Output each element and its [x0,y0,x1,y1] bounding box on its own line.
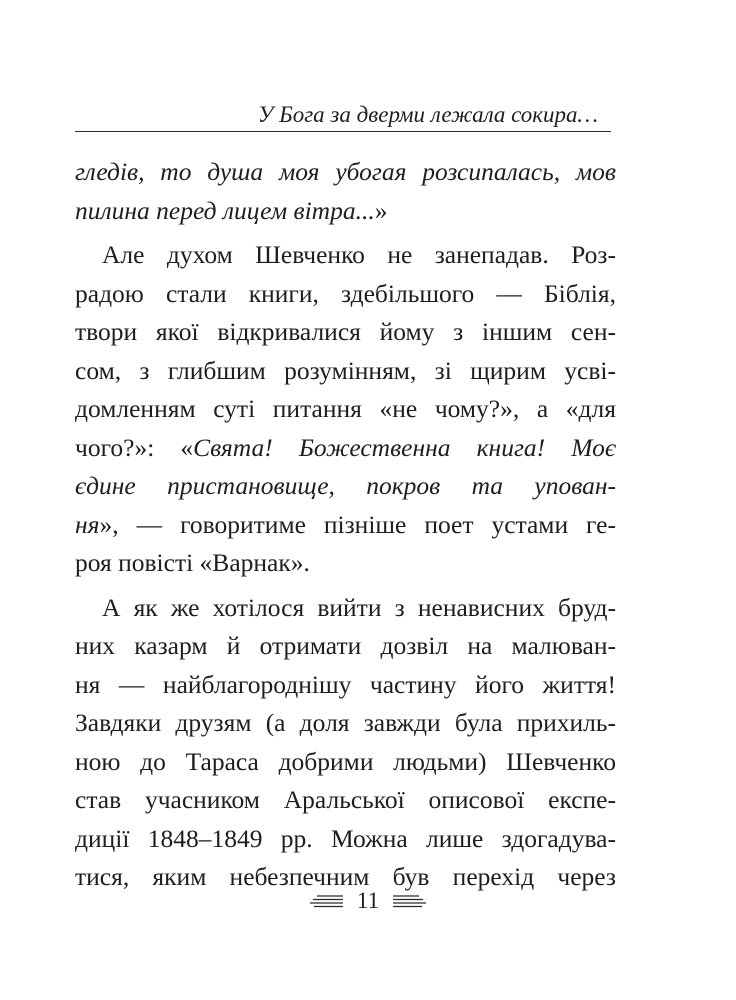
text-line [75,153,616,192]
page-number: 11 [356,888,380,913]
text-line [75,467,616,506]
text-line [75,236,616,275]
regular-text: », — говоритиме пізніше поет устами ге- [99,509,616,539]
regular-text: Завдяки друзям (а доля завжди була прихиль- [75,708,616,737]
regular-text: твори якої відкривалися йому з іншим сен- [75,317,616,346]
italic-text: гледів, то душа моя убогая розсипалась, мов [75,157,616,186]
right-ornament-icon [393,894,427,908]
italic-text: єдине пристановище, покров та упован- [75,471,616,500]
text-line [75,390,616,429]
text-line [75,429,616,468]
italic-text: пилина перед лицем вітра... [75,195,375,225]
regular-text: них казарм й отримати дозвіл на малюван- [75,631,616,660]
text-line [75,192,616,231]
regular-text: Але духом Шевченко не занепадав. Роз- [102,240,616,269]
regular-text: роя повісті «Варнак». [75,548,310,577]
regular-text: став учасником Аральської описової експе- [75,785,616,814]
text-line [75,666,616,705]
text-line [75,820,616,859]
text-line [75,589,616,628]
regular-text: диції 1848–1849 рр. Можна лише здогадува- [75,823,616,853]
regular-text: тися, яким небезпечним був перехід через [75,862,616,891]
regular-text: радою стали книги, здебільшого — Біблія, [75,278,616,308]
text-line [75,313,616,352]
text-line [75,781,616,820]
regular-text: чого?»: « [75,432,194,462]
folio [0,884,736,918]
left-ornament-icon [309,894,343,908]
regular-text: сом, з глибшим розумінням, зі щирим усві- [75,355,616,385]
running-head: У Бога за дверми лежала сокира… [257,102,598,127]
italic-text: Свята! Божественна книга! Моє [193,432,616,462]
text-line [75,352,616,391]
regular-text: А як же хотілося вийти з ненависних бруд- [102,592,616,622]
body-text [75,153,616,897]
text-line [75,627,616,666]
regular-text: ною до Тараса добрими людьми) Шевченко [75,746,616,776]
text-line [75,704,616,743]
italic-text: ня [75,509,100,539]
header-rule [75,131,611,132]
text-line [75,506,616,545]
text-line [75,275,616,314]
text-line [75,743,616,782]
regular-text: домленням суті питання «не чому?», а «для [75,394,616,423]
regular-text: » [374,195,388,225]
text-line [75,544,616,583]
regular-text: ня — найблагороднішу частину його життя! [75,669,616,699]
